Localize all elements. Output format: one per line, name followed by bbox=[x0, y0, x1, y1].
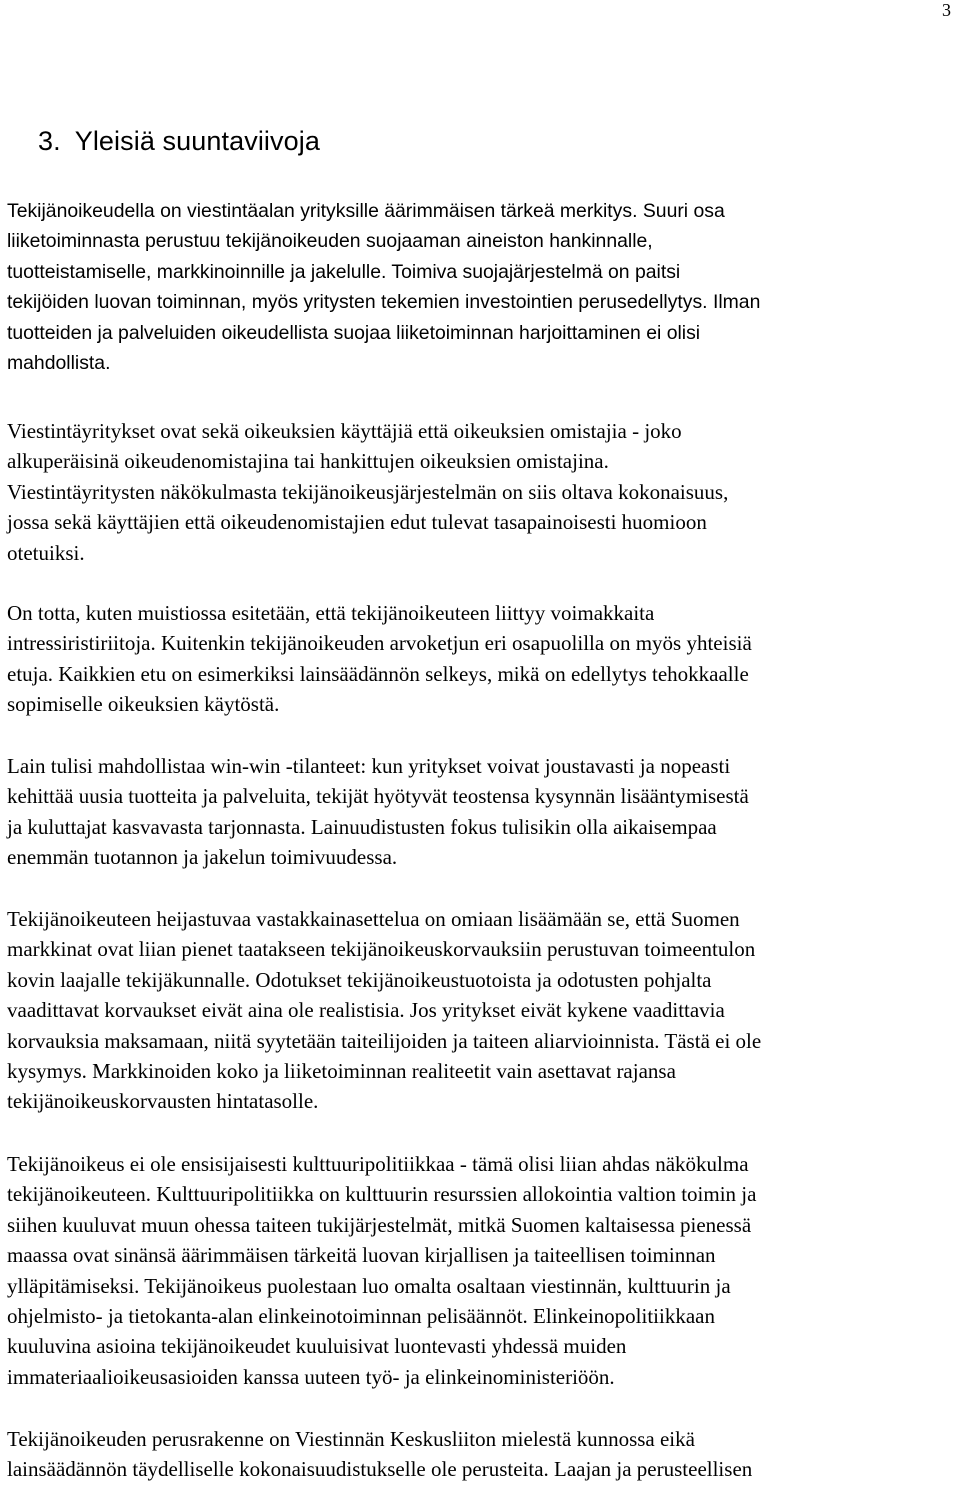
paragraph-line: etuja. Kaikkien etu on esimerkiksi lainsäädännön selkeys, mikä on edellytys tehokkaalle bbox=[7, 661, 749, 686]
paragraph-line: Viestintäyritysten näkökulmasta tekijänoikeusjärjestelmän on siis oltava kokonaisuus, bbox=[7, 479, 729, 504]
section-heading bbox=[38, 126, 320, 157]
paragraph-line: tekijänoikeuteen. Kulttuuripolitiikka on kulttuurin resurssien allokointia valtion toimin ja bbox=[7, 1182, 757, 1207]
paragraph-line: otetuiksi. bbox=[7, 540, 85, 565]
paragraph-line: kovin laajalle tekijäkunnalle. Odotukset tekijänoikeustuotoista ja odotusten pohjalta bbox=[7, 967, 712, 992]
paragraph-line: tekijöiden luovan toiminnan, myös yritysten tekemien investointien perusedellytys. Ilman bbox=[7, 291, 761, 314]
paragraph-3 bbox=[7, 598, 752, 720]
paragraph-line: vaadittavat korvaukset eivät aina ole realistisia. Jos yritykset eivät kykene vaadittavia bbox=[7, 998, 725, 1023]
paragraph-line: Tekijänoikeudella on viestintäalan yrityksille äärimmäisen tärkeä merkitys. Suuri osa bbox=[7, 200, 725, 222]
paragraph-2 bbox=[7, 416, 728, 568]
paragraph-line: intressiristiriitoja. Kuitenkin tekijänoikeuden arvoketjun eri osapuolilla on myös yhteisiä bbox=[7, 631, 752, 656]
paragraph-line: immateriaalioikeusasioiden kanssa uuteen työ- ja elinkeinoministeriöön. bbox=[7, 1364, 615, 1389]
paragraph-line: tekijänoikeuskorvausten hintatasolle. bbox=[7, 1089, 319, 1114]
paragraph-line: Lain tulisi mahdollistaa win-win -tilanteet: kun yritykset voivat joustavasti ja nopeasti bbox=[7, 754, 731, 778]
paragraph-line: siihen kuuluvat muun ohessa taiteen tukijärjestelmät, mitkä Suomen kaltaisessa pienessä bbox=[7, 1212, 752, 1237]
paragraph-line: liiketoiminnasta perustuu tekijänoikeuden suojaaman aineiston hankinnalle, bbox=[7, 230, 653, 253]
section-title: Yleisiä suuntaviivoja bbox=[74, 126, 320, 156]
page-number: 3 bbox=[942, 0, 951, 20]
paragraph-line: Viestintäyritykset ovat sekä oikeuksien käyttäjiä että oikeuksien omistajia - joko bbox=[7, 419, 682, 443]
paragraph-line: tuotteiden ja palveluiden oikeudellista suojaa liiketoiminnan harjoittaminen ei olisi bbox=[7, 321, 701, 344]
paragraph-line: lainsäädännön täydelliselle kokonaisuudistukselle ole perusteita. Laajan ja perusteellisen bbox=[7, 1457, 753, 1482]
paragraph-line: korvauksia maksamaan, niitä syytetään taiteilijoiden ja taiteen aliarvioinnista. Tästä ei ole bbox=[7, 1028, 762, 1053]
paragraph-7 bbox=[7, 1424, 752, 1485]
paragraph-6 bbox=[7, 1149, 756, 1392]
paragraph-line: Tekijänoikeus ei ole ensisijaisesti kulttuuripolitiikkaa - tämä olisi liian ahdas näkökulma bbox=[7, 1152, 749, 1176]
paragraph-line: kuuluvina asioina tekijänoikeudet kuuluisivat luontevasti yhdessä muiden bbox=[7, 1334, 627, 1359]
paragraph-line: ja kuluttajat kasvavasta tarjonnasta. Lainuudistusten fokus tulisikin olla aikaisempaa bbox=[7, 814, 717, 839]
paragraph-5 bbox=[7, 904, 761, 1117]
paragraph-line: alkuperäisinä oikeudenomistajina tai hankittujen oikeuksien omistajina. bbox=[7, 449, 609, 474]
paragraph-line: kysymys. Markkinoiden koko ja liiketoiminnan realiteetit vain asettavat rajansa bbox=[7, 1059, 676, 1084]
paragraph-1 bbox=[7, 196, 760, 378]
paragraph-line: jossa sekä käyttäjien että oikeudenomistajien edut tulevat tasapainoisesti huomioon bbox=[7, 510, 707, 535]
paragraph-line: mahdollista. bbox=[7, 352, 111, 375]
paragraph-line: ohjelmisto- ja tietokanta-alan elinkeinotoiminnan pelisäännöt. Elinkeinopolitiikkaan bbox=[7, 1304, 715, 1329]
paragraph-line: Tekijänoikeuteen heijastuvaa vastakkainasettelua on omiaan lisäämään se, että Suomen bbox=[7, 907, 740, 931]
paragraph-line: kehittää uusia tuotteita ja palveluita, tekijät hyötyvät teostensa kysynnän lisääntymisestä bbox=[7, 784, 749, 809]
paragraph-line: On totta, kuten muistiossa esitetään, että tekijänoikeuteen liittyy voimakkaita bbox=[7, 601, 655, 625]
paragraph-line: ylläpitämiseksi. Tekijänoikeus puolestaan luo omalta osaltaan viestinnän, kulttuurin ja bbox=[7, 1273, 731, 1298]
section-number: 3. bbox=[38, 126, 61, 156]
paragraph-4 bbox=[7, 751, 749, 873]
paragraph-line: Tekijänoikeuden perusrakenne on Viestinnän Keskusliiton mielestä kunnossa eikä bbox=[7, 1427, 695, 1451]
paragraph-line: markkinat ovat liian pienet taatakseen tekijänoikeuskorvauksiin perustuvan toimeentulon bbox=[7, 937, 756, 962]
paragraph-line: maassa ovat sinänsä äärimmäisen tärkeitä luovan kirjallisen ja taiteellisen toiminnan bbox=[7, 1243, 716, 1268]
paragraph-line: tuotteistamiselle, markkinoinnille ja jakelulle. Toimiva suojajärjestelmä on paitsi bbox=[7, 260, 681, 283]
paragraph-line: enemmän tuotannon ja jakelun toimivuudessa. bbox=[7, 845, 398, 870]
paragraph-line: sopimiselle oikeuksien käytöstä. bbox=[7, 692, 280, 717]
